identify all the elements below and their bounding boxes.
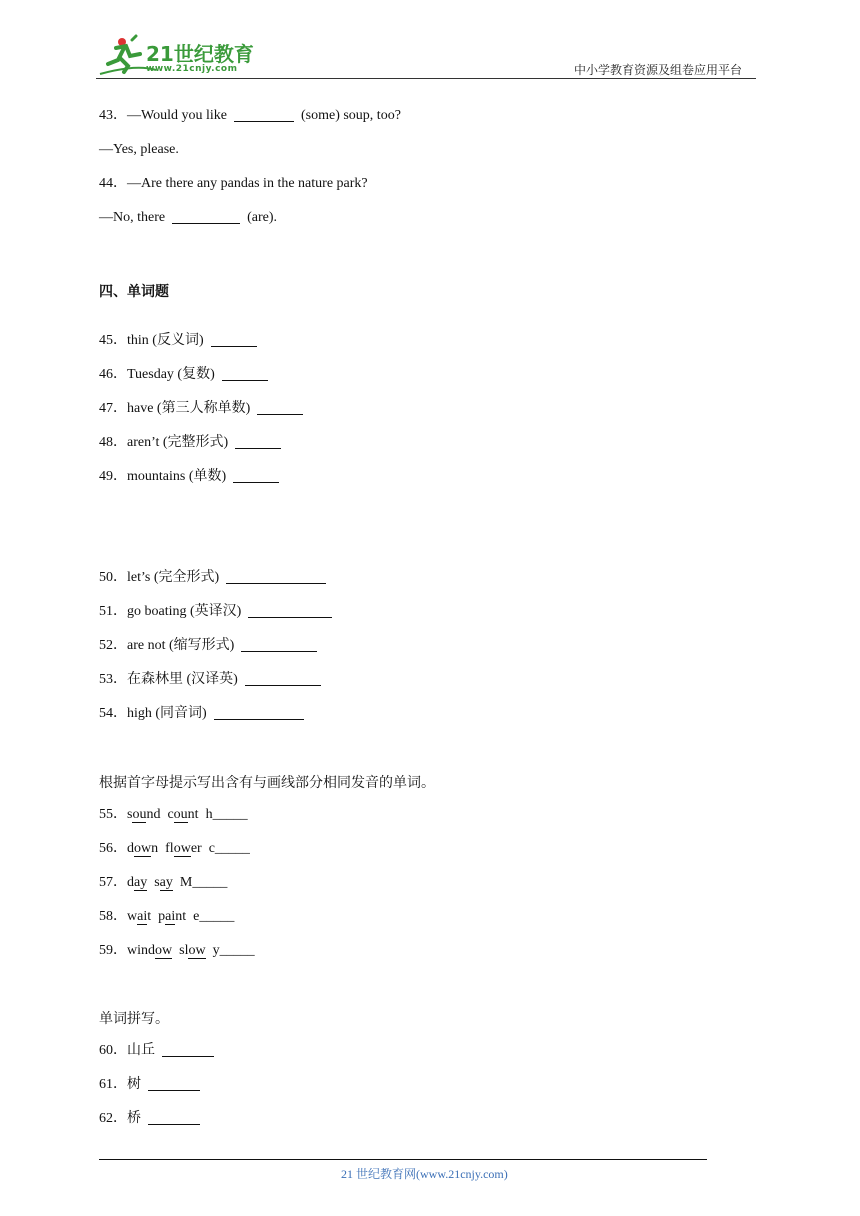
- initial-letter-blank[interactable]: e_____: [193, 909, 235, 924]
- logo-url: www.21cnjy.com: [146, 64, 238, 74]
- question-text: Tuesday (复数): [127, 367, 215, 382]
- question-58: 58．wait paint e_____: [99, 909, 235, 924]
- question-number: 50．: [99, 570, 127, 585]
- spelling-instruction: 单词拼写。: [99, 1012, 169, 1027]
- question-49: [99, 468, 279, 486]
- question-number: 60．: [99, 1043, 127, 1058]
- underlined-sound: ou: [173, 807, 188, 822]
- question-text: 树: [127, 1077, 141, 1092]
- question-number: 48．: [99, 435, 127, 450]
- question-text: —No, there: [99, 210, 166, 225]
- answer-blank[interactable]: [172, 209, 240, 224]
- phonics-instruction: 根据首字母提示写出含有与画线部分相同发音的单词。: [99, 776, 435, 791]
- question-text: mountains (单数): [127, 469, 227, 484]
- question-44: [99, 175, 368, 193]
- question-number: 62．: [99, 1111, 127, 1126]
- question-53: [99, 671, 321, 689]
- question-45: [99, 332, 257, 350]
- question-47: [99, 400, 303, 418]
- question-43: [99, 107, 401, 125]
- answer-blank[interactable]: [233, 468, 279, 483]
- section-title: 四、单词题: [99, 285, 169, 300]
- question-number: 47．: [99, 401, 127, 416]
- question-text: 山丘: [127, 1043, 155, 1058]
- question-text: have (第三人称单数): [127, 401, 251, 416]
- question-number: 52．: [99, 638, 127, 653]
- question-number: 61．: [99, 1077, 127, 1092]
- question-hint: (some) soup, too?: [300, 108, 401, 123]
- question-number: 43．: [99, 108, 127, 123]
- answer-blank[interactable]: [234, 107, 294, 122]
- question-number: 59．: [99, 943, 127, 958]
- question-text: 在森林里 (汉译英): [127, 672, 238, 687]
- question-43-reply: —Yes, please.: [99, 142, 179, 157]
- question-number: 53．: [99, 672, 127, 687]
- question-number: 57．: [99, 875, 127, 890]
- question-number: 54．: [99, 706, 127, 721]
- question-number: 56．: [99, 841, 127, 856]
- answer-blank[interactable]: [214, 705, 304, 720]
- initial-letter-blank[interactable]: M_____: [179, 875, 228, 890]
- question-46: [99, 366, 268, 384]
- question-text: —Are there any pandas in the nature park?: [127, 176, 368, 191]
- question-62: [99, 1110, 200, 1128]
- question-number: 46．: [99, 367, 127, 382]
- question-text: —Would you like: [127, 108, 227, 123]
- question-number: 44．: [99, 176, 127, 191]
- answer-blank[interactable]: [162, 1042, 214, 1057]
- initial-letter-blank[interactable]: y_____: [212, 943, 255, 958]
- logo-text: 21世纪教育: [146, 42, 254, 66]
- answer-blank[interactable]: [148, 1110, 200, 1125]
- question-51: [99, 603, 332, 621]
- question-60: [99, 1042, 214, 1060]
- site-logo: [96, 34, 258, 78]
- underlined-sound: ai: [165, 909, 176, 924]
- question-48: [99, 434, 281, 452]
- question-text: aren’t (完整形式): [127, 435, 229, 450]
- header-platform-text: 中小学教育资源及组卷应用平台: [574, 63, 743, 77]
- answer-blank[interactable]: [211, 332, 257, 347]
- underlined-sound: ai: [137, 909, 148, 924]
- answer-blank[interactable]: [235, 434, 281, 449]
- question-50: [99, 569, 326, 587]
- footer-rule: [99, 1159, 707, 1160]
- question-61: [99, 1076, 200, 1094]
- answer-blank[interactable]: [241, 637, 317, 652]
- question-number: 55．: [99, 807, 127, 822]
- answer-blank[interactable]: [245, 671, 321, 686]
- question-number: 45．: [99, 333, 127, 348]
- answer-blank[interactable]: [148, 1076, 200, 1091]
- question-57: 57．day say M_____: [99, 875, 228, 890]
- question-text: let’s (完全形式): [127, 570, 220, 585]
- question-hint: (are).: [247, 210, 278, 225]
- underlined-sound: ow: [188, 943, 206, 958]
- question-55: 55．sound count h_____: [99, 807, 248, 822]
- underlined-sound: ow: [173, 841, 191, 856]
- question-44-reply: [99, 209, 277, 227]
- question-59: 59．window slow y_____: [99, 943, 255, 958]
- answer-blank[interactable]: [248, 603, 332, 618]
- underlined-sound: ay: [159, 875, 173, 890]
- underlined-sound: ow: [134, 841, 152, 856]
- answer-blank[interactable]: [257, 400, 303, 415]
- initial-letter-blank[interactable]: c_____: [208, 841, 250, 856]
- answer-blank[interactable]: [222, 366, 268, 381]
- question-text: are not (缩写形式): [127, 638, 235, 653]
- footer-link[interactable]: 21 世纪教育网(www.21cnjy.com): [341, 1167, 508, 1181]
- question-number: 58．: [99, 909, 127, 924]
- question-56: 56．down flower c_____: [99, 841, 250, 856]
- question-text: go boating (英译汉): [127, 604, 242, 619]
- question-number: 49．: [99, 469, 127, 484]
- question-text: high (同音词): [127, 706, 207, 721]
- answer-blank[interactable]: [226, 569, 326, 584]
- underlined-sound: ow: [155, 943, 173, 958]
- underlined-sound: ou: [132, 807, 147, 822]
- initial-letter-blank[interactable]: h_____: [205, 807, 248, 822]
- question-54: [99, 705, 304, 723]
- question-text: thin (反义词): [127, 333, 204, 348]
- question-number: 51．: [99, 604, 127, 619]
- question-text: 桥: [127, 1111, 141, 1126]
- question-52: [99, 637, 317, 655]
- header-rule: [96, 78, 756, 79]
- underlined-sound: ay: [134, 875, 148, 890]
